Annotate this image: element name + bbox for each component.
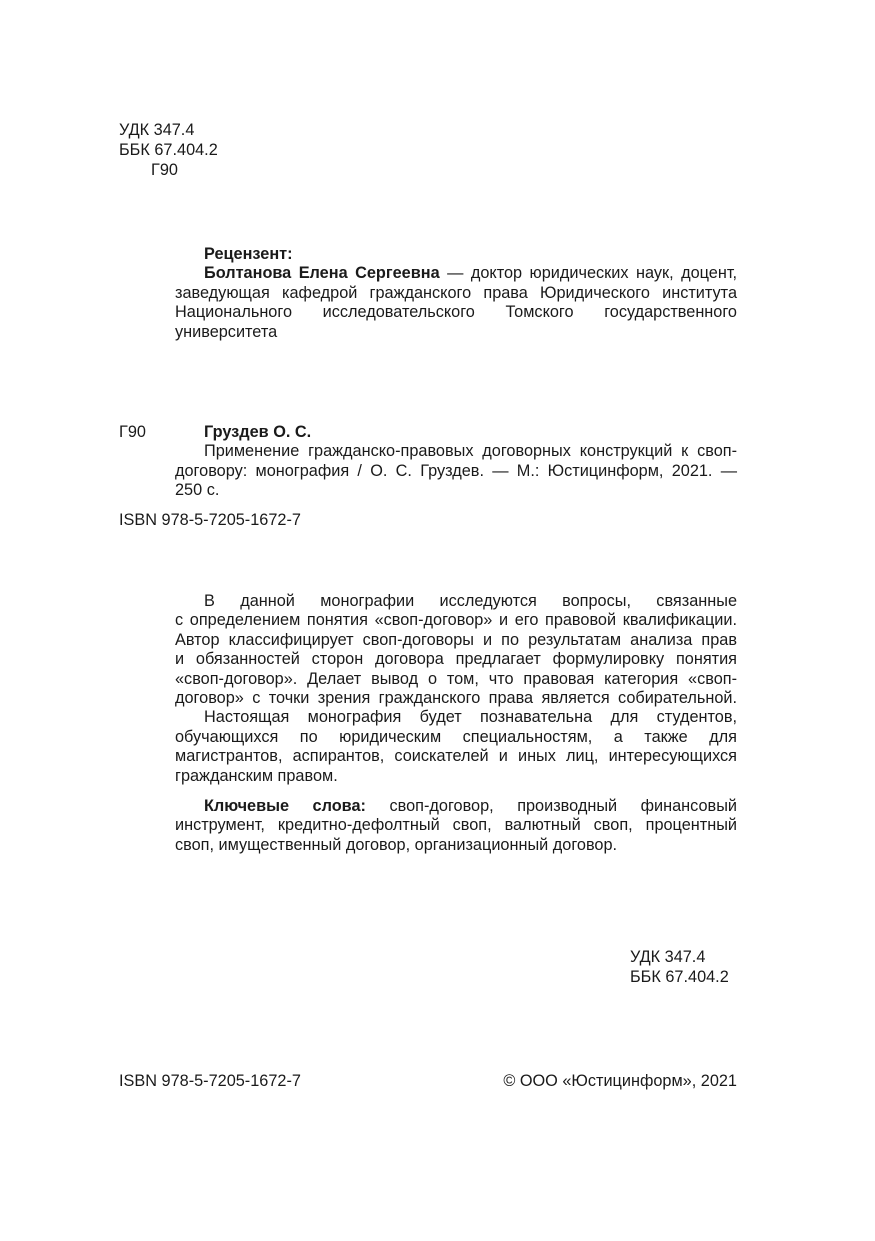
keywords-label: Ключевые слова:	[204, 797, 366, 815]
catalog-line-3: 250 с.	[175, 481, 220, 500]
copyright: © ООО «Юстицинформ», 2021	[503, 1072, 737, 1090]
abstract-p1-line: и обязанностей сторон договора предлагает формулировку понятия	[175, 650, 737, 669]
reviewer-line-3: Национального исследовательского Томского государственного	[175, 303, 737, 322]
abstract-p1-line: В данной монографии исследуются вопросы, связанные	[204, 592, 737, 610]
abstract-p1-line: «своп-договор». Делает вывод о том, что правовая категория «своп-	[175, 669, 737, 688]
catalog-author: Груздев О. С.	[204, 423, 312, 441]
catalog-mark: Г90	[119, 423, 146, 441]
reviewer-line-2: заведующая кафедрой гражданского права Юридического института	[175, 283, 737, 302]
bbk-code-bottom: ББК 67.404.2	[630, 968, 729, 986]
reviewer-heading: Рецензент:	[204, 245, 293, 263]
isbn-footer: ISBN 978-5-7205-1672-7	[119, 1072, 301, 1090]
bbk-code: ББК 67.404.2	[119, 141, 218, 159]
keywords	[175, 797, 737, 855]
author-mark: Г90	[151, 161, 178, 179]
catalog-record	[175, 423, 737, 501]
abstract-p2-line: магистрантов, аспирантов, соискателей и иных лиц, интересующихся	[175, 747, 737, 766]
abstract-p2-line: Настоящая монография будет познавательна для студентов,	[204, 708, 737, 727]
catalog-line-2: договору: монография / О. С. Груздев. — М.: Юстицинформ, 2021. —	[175, 461, 737, 480]
reviewer-line-1	[175, 264, 737, 283]
keywords-line-1	[175, 797, 737, 816]
keywords-text: своп-договор, производный финансовый	[365, 797, 737, 815]
keywords-line-3: своп, имущественный договор, организационный договор.	[175, 835, 618, 854]
catalog-line-1: Применение гражданско-правовых договорных конструкций к своп-	[204, 442, 737, 461]
abstract-p1-line: договор» с точки зрения гражданского права является собирательной.	[175, 689, 737, 708]
abstract-p2-line: гражданским правом.	[175, 766, 338, 785]
udk-code: УДК 347.4	[119, 121, 195, 139]
reviewer-degree: — доктор юридических наук, доцент,	[439, 264, 738, 283]
reviewer-line-4: университета	[175, 322, 278, 341]
abstract-p1-line: с определением понятия «своп-договор» и его правовой квалификации.	[175, 611, 737, 630]
udk-code-bottom: УДК 347.4	[630, 948, 706, 966]
keywords-line-2: инструмент, кредитно-дефолтный своп, валютный своп, процентный	[175, 816, 737, 835]
abstract-p1-line: Автор классифицирует своп-договоры и по результатам анализа прав	[175, 630, 737, 649]
abstract	[175, 592, 737, 786]
abstract-p2-line: обучающихся по юридическим специальностям, а также для	[175, 727, 737, 746]
reviewer-name: Болтанова Елена Сергеевна	[204, 264, 440, 283]
isbn-top: ISBN 978-5-7205-1672-7	[119, 511, 301, 529]
reviewer-block	[175, 245, 737, 342]
